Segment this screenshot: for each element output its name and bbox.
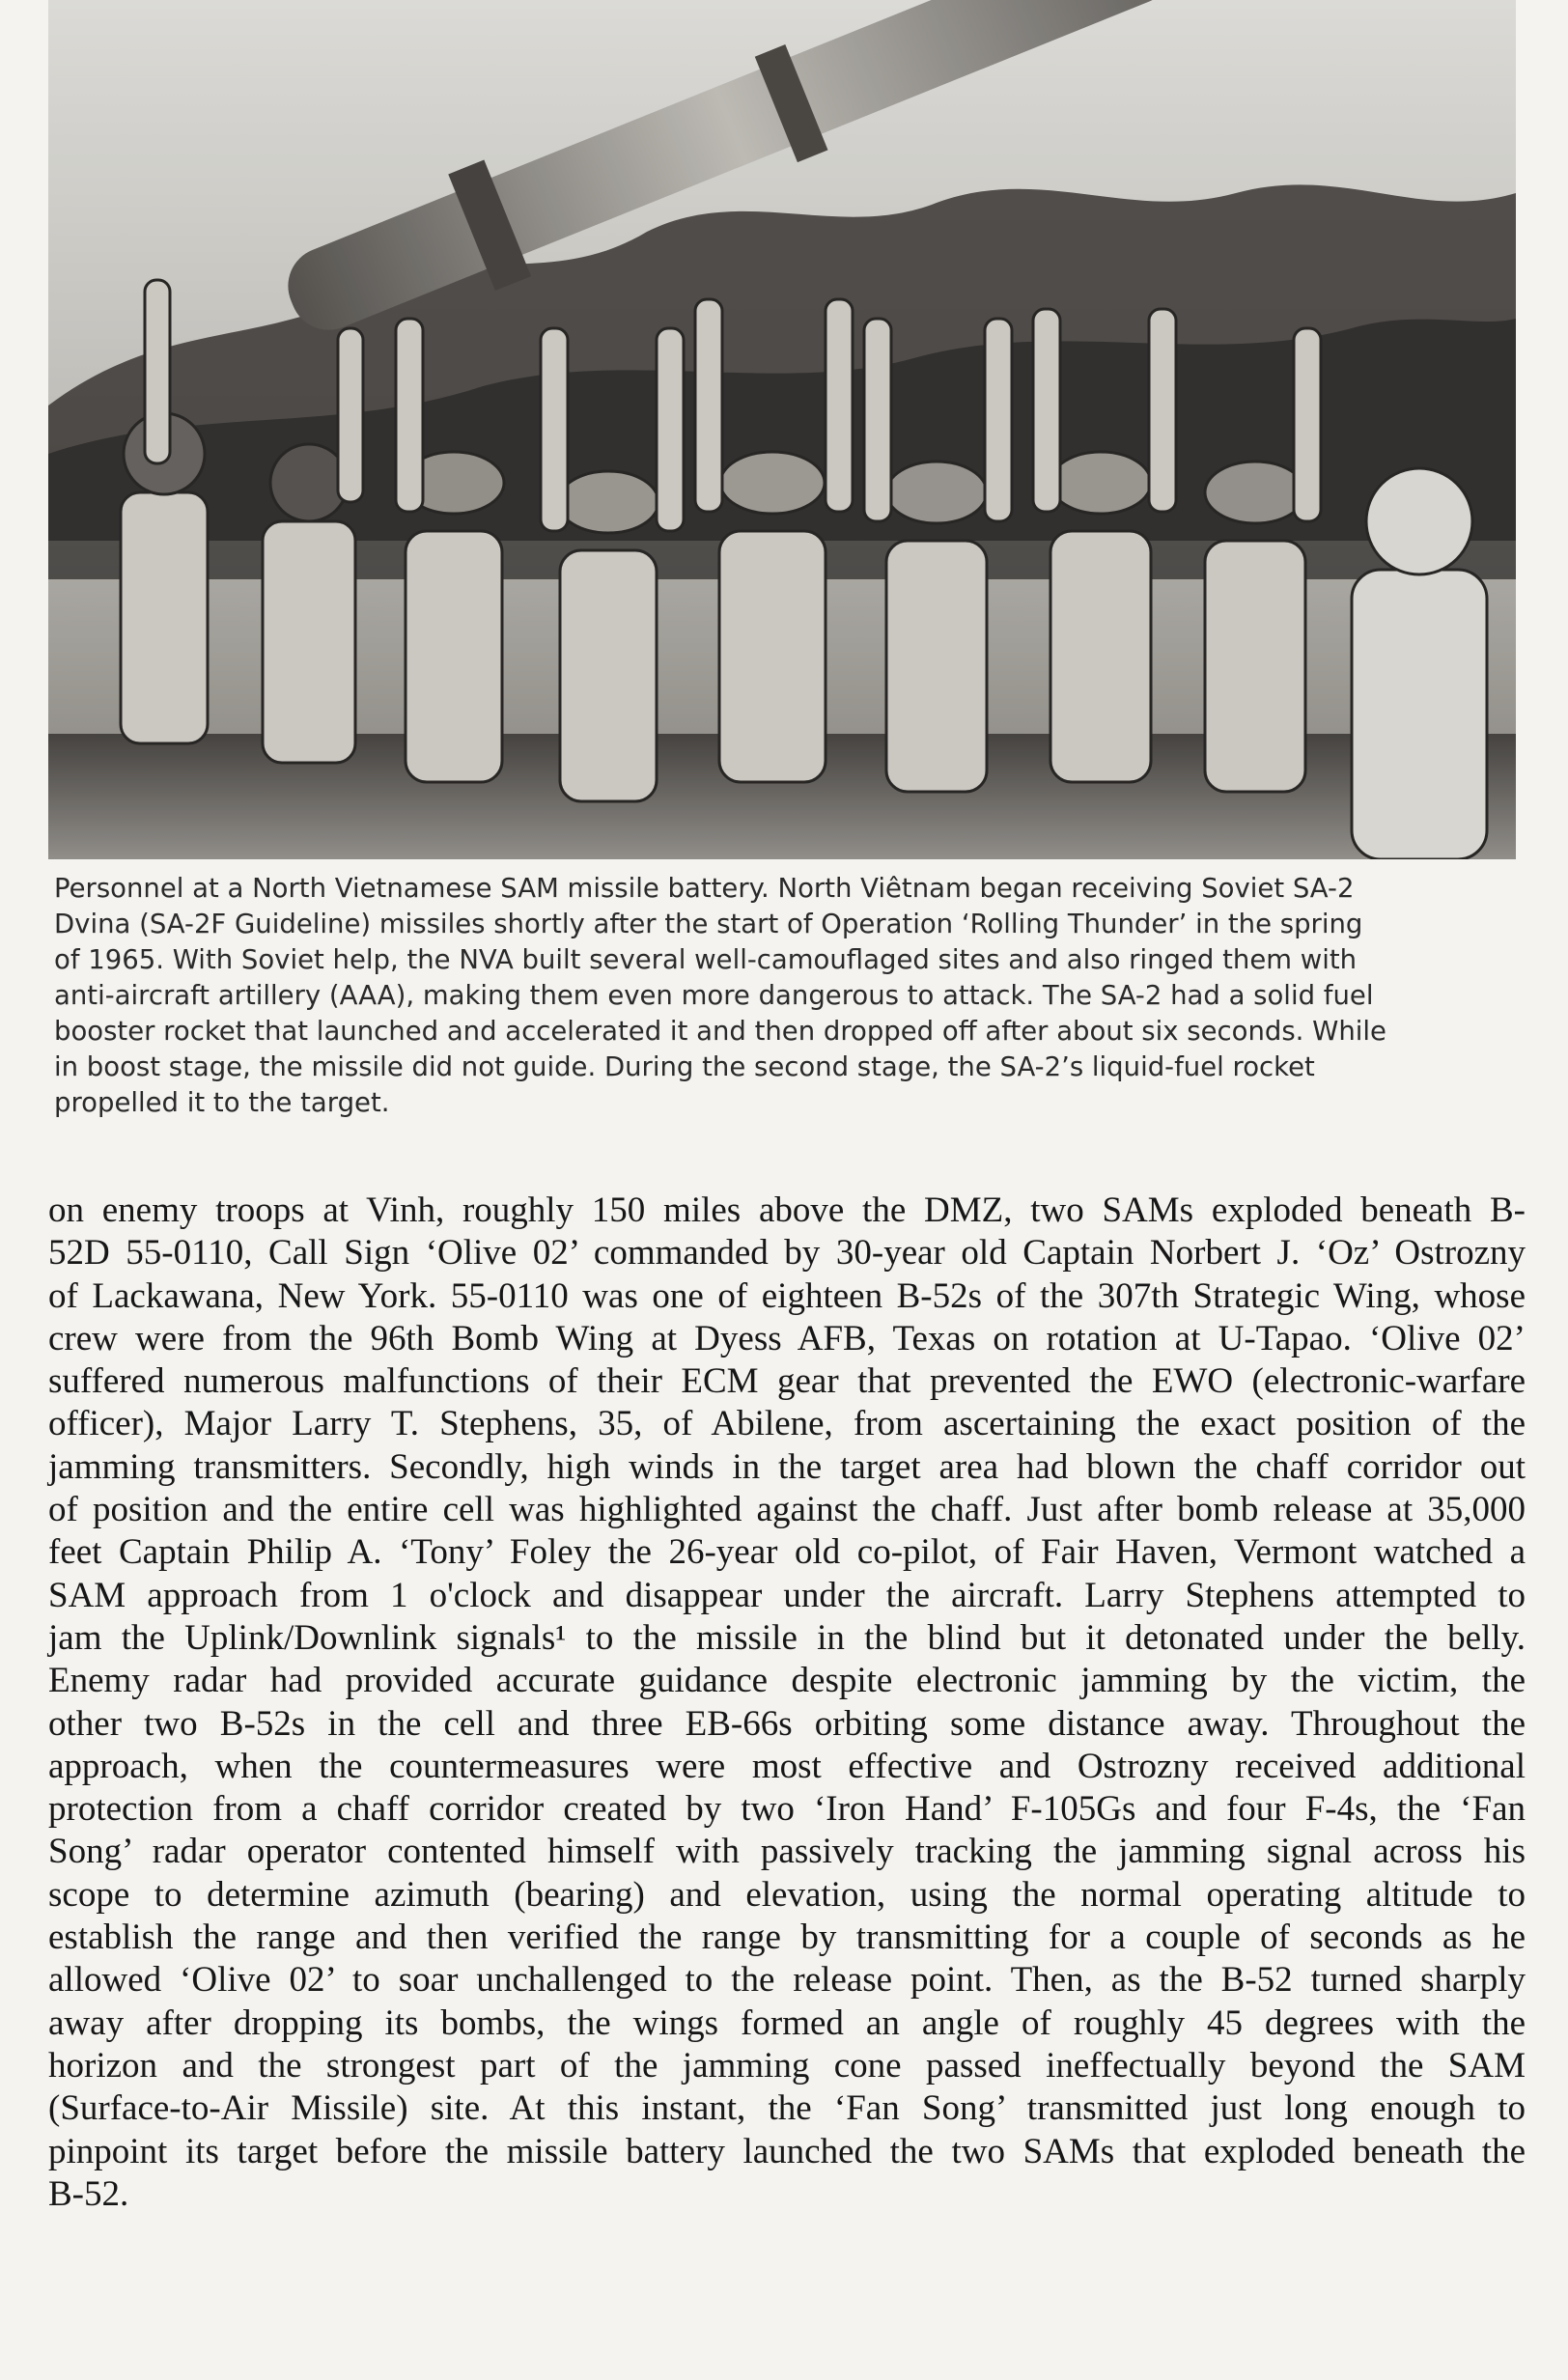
missile-battery-photo	[48, 0, 1516, 859]
body-line: protection from a chaff corridor created by two ‘Iron Hand’ F-105Gs and four F-4s, the ‘Fan	[48, 1789, 1526, 1830]
caption-line: of 1965. With Soviet help, the NVA built several well-camouflaged sites and also ringed them with	[54, 944, 1358, 975]
body-line: of Lackawana, New York. 55-0110 was one of eighteen B-52s of the 307th Strategic Wing, whose	[48, 1275, 1526, 1316]
body-line: on enemy troops at Vinh, roughly 150 miles above the DMZ, two SAMs exploded beneath B-	[48, 1190, 1526, 1230]
photo-caption	[54, 871, 1502, 1121]
body-line: jam the Uplink/Downlink signals¹ to the missile in the blind but it detonated under the belly.	[48, 1617, 1526, 1658]
body-line: allowed ‘Olive 02’ to soar unchallenged to the release point. Then, as the B-52 turned sharply	[48, 1960, 1526, 2001]
body-line: feet Captain Philip A. ‘Tony’ Foley the 26-year old co-pilot, of Fair Haven, Vermont watched a	[48, 1532, 1526, 1573]
body-line: B-52.	[48, 2173, 129, 2214]
body-line: officer), Major Larry T. Stephens, 35, of Abilene, from ascertaining the exact position of the	[48, 1404, 1526, 1444]
body-line: establish the range and then verified the range by transmitting for a couple of seconds as he	[48, 1918, 1526, 1958]
body-line: 52D 55-0110, Call Sign ‘Olive 02’ commanded by 30-year old Captain Norbert J. ‘Oz’ Ostrozny	[48, 1233, 1526, 1274]
body-line: (Surface-to-Air Missile) site. At this instant, the ‘Fan Song’ transmitted just long enough to	[48, 2088, 1526, 2129]
caption-line: in boost stage, the missile did not guide. During the second stage, the SA-2’s liquid-fuel rocket	[54, 1051, 1315, 1082]
caption-line: booster rocket that launched and accelerated it and then dropped off after about six seconds. While	[54, 1016, 1386, 1047]
body-line: crew were from the 96th Bomb Wing at Dyess AFB, Texas on rotation at U-Tapao. ‘Olive 02’	[48, 1318, 1526, 1358]
body-line: SAM approach from 1 o'clock and disappear under the aircraft. Larry Stephens attempted to	[48, 1575, 1526, 1615]
body-text	[48, 1190, 1526, 2216]
caption-line: anti-aircraft artillery (AAA), making them even more dangerous to attack. The SA-2 had a solid fuel	[54, 980, 1374, 1011]
caption-line: propelled it to the target.	[54, 1087, 390, 1118]
body-line: horizon and the strongest part of the jamming cone passed ineffectually beyond the SAM	[48, 2045, 1526, 2086]
body-line: approach, when the countermeasures were most effective and Ostrozny received additional	[48, 1746, 1526, 1786]
body-line: scope to determine azimuth (bearing) and elevation, using the normal operating altitude to	[48, 1874, 1526, 1915]
body-line: Song’ radar operator contented himself with passively tracking the jamming signal across his	[48, 1832, 1526, 1872]
body-line: away after dropping its bombs, the wings formed an angle of roughly 45 degrees with the	[48, 2002, 1526, 2043]
body-line: jamming transmitters. Secondly, high winds in the target area had blown the chaff corridor out	[48, 1446, 1526, 1487]
photo-illustration	[48, 0, 1516, 859]
body-line: pinpoint its target before the missile battery launched the two SAMs that exploded beneath the	[48, 2131, 1526, 2171]
body-line: suffered numerous malfunctions of their ECM gear that prevented the EWO (electronic-warfare	[48, 1361, 1526, 1402]
body-line: of position and the entire cell was highlighted against the chaff. Just after bomb release at 35,000	[48, 1490, 1526, 1530]
caption-line: Dvina (SA-2F Guideline) missiles shortly after the start of Operation ‘Rolling Thunder’ in the spring	[54, 909, 1363, 939]
caption-line: Personnel at a North Vietnamese SAM missile battery. North Viêtnam began receiving Soviet SA-2	[54, 873, 1355, 904]
body-line: other two B-52s in the cell and three EB-66s orbiting some distance away. Throughout the	[48, 1703, 1526, 1744]
body-line: Enemy radar had provided accurate guidance despite electronic jamming by the victim, the	[48, 1661, 1526, 1701]
